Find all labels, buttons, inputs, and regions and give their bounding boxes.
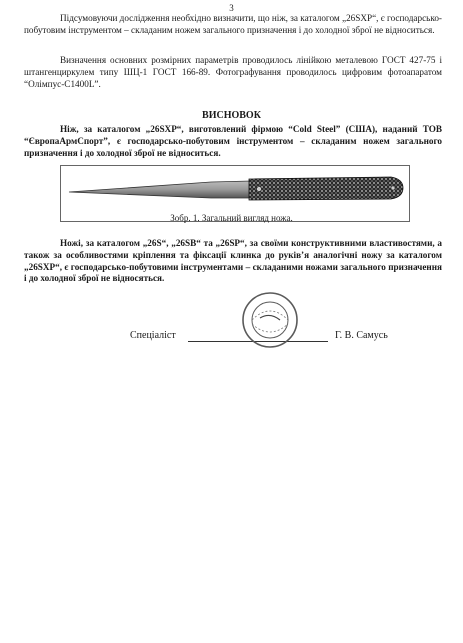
- paragraph-conclusion: Ніж, за каталогом „26SXP“, виготовлений фірмою “Cold Steel” (США), наданий ТОВ “ЄвропаАрмСпорт”, є господарсько-побутовим інструментом – складаним ножем загального призначення і до холодної зброї не відноситься.: [24, 124, 442, 158]
- signer-name: Г. В. Самусь: [335, 330, 388, 341]
- paragraph-other-knives: Ножі, за каталогом „26S“, „26SB“ та „26SP“, за своїми конструктивними властивостями, а також за особливостями кріплення та фіксації клинка до руків’я аналогічні ножу за каталогом „26SXP“, є господарсько-побутовими інструментами – складаними ножами загального призначення і до холодної зброї не відносяться.: [24, 238, 442, 284]
- figure-caption: Зобр. 1. Загальний вигляд ножа.: [170, 213, 293, 223]
- official-stamp: [240, 290, 300, 350]
- conclusion-heading: ВИСНОВОК: [202, 110, 261, 121]
- paragraph-measurements: Визначення основних розмірних параметрів проводилось лінійкою металевою ГОСТ 427-75 і штангенциркулем типу ШЦ-1 ГОСТ 166-89. Фотографування проводилось цифровим фотоапаратом “Олімпус-С1400L”.: [24, 55, 442, 89]
- paragraph-summary: Підсумовуючи дослідження необхідно визначити, що ніж, за каталогом „26SXP“, є господарсько-побутовим інструментом – складаним ножем загального призначення і до холодної зброї не відноситься.: [24, 13, 442, 35]
- page-number: 3: [229, 3, 234, 13]
- signer-title: Спеціаліст: [130, 330, 176, 341]
